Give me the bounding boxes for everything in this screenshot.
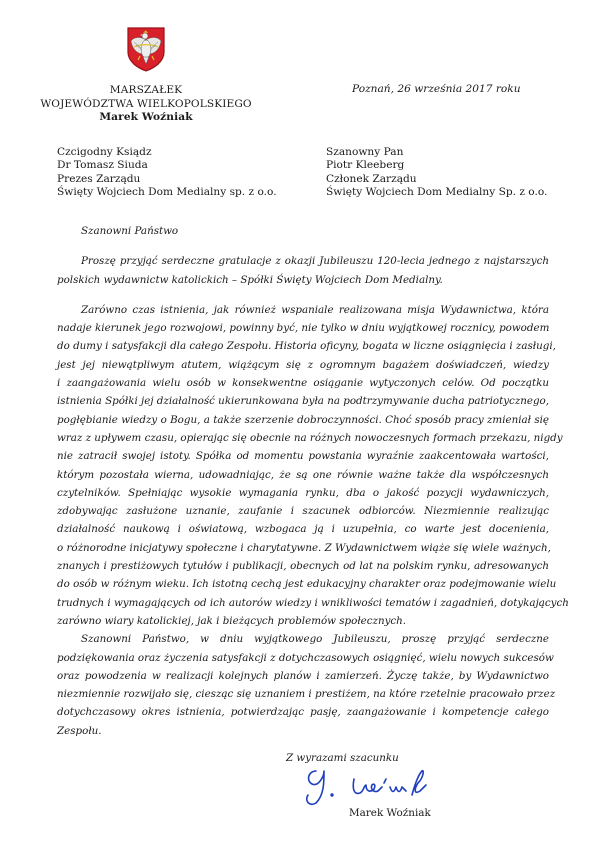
paragraph: [57, 301, 569, 630]
text-line: jest jej niewątpliwym atutem, wiążącym się z ogromnym bagażem doświadczeń, wiedzy: [57, 358, 549, 371]
recipient-left-line: Czcigodny Ksiądz: [57, 146, 152, 158]
text-line: do osób w różnym wieku. Ich istotną cechą jest edukacyjny charakter oraz podejmowanie wielu: [57, 578, 557, 591]
text-line: Zespołu.: [57, 724, 102, 737]
text-line: oraz powodzenia w realizacji kolejnych planów i zamierzeń. Życzę także, by Wydawnictwo: [57, 669, 549, 682]
text-line: wraz z upływem czasu, opierając się obecnie na różnych nowoczesnych formach przekazu, nigdy: [57, 431, 563, 444]
text-line: nadaje kierunek jego rozwojowi, powinny być, nie tylko w dniu wyjątkowej rocznicy, powodem: [57, 322, 550, 335]
recipient-left: [57, 146, 277, 200]
text-line: czytelników. Spełniając wysokie wymagania rynku, dba o jakość pozycji wydawniczych,: [57, 486, 549, 499]
text-line: Szanowni Państwo, w dniu wyjątkowego Jubileuszu, proszę przyjąć serdeczne: [81, 633, 549, 646]
text-line: którym pozostała wierna, udowadniając, że są one równie ważne także dla współczesnych: [57, 468, 549, 481]
recipient-left-line: Dr Tomasz Siuda: [57, 159, 148, 172]
letterhead: [40, 84, 252, 125]
text-line: znanych i prestiżowych tytułów i publikacji, obecnych od lat na polskim rynku, adresowanych: [57, 560, 549, 573]
recipient-right-line: Święty Wojciech Dom Medialny Sp. z o.o.: [326, 186, 548, 199]
coat-of-arms-icon: [126, 26, 166, 72]
recipient-left-line: Święty Wojciech Dom Medialny sp. z o.o.: [57, 186, 277, 199]
letterhead-name: Marek Woźniak: [99, 111, 193, 123]
text-line: zdobywając zasłużone uznanie, zaufanie i szacunek odbiorców. Niezmiennie realizując: [57, 505, 549, 518]
text-line: i zaangażowania wielu osób w konsekwentne osiąganie wytyczonych celów. Od początku: [57, 377, 549, 390]
text-line: pogłębianie wiedzy o Bogu, a także szerzenie dobroczynności. Choć sposób pracy zmieniał się: [57, 413, 549, 426]
salutation: Szanowni Państwo: [81, 225, 179, 237]
office-region: WOJEWÓDZTWA WIELKOPOLSKIEGO: [40, 97, 252, 110]
text-line: trudnych i wymagających od ich autorów wiedzy i wnikliwości tematów i zagadnień, dotykających: [57, 596, 569, 609]
text-line: Zarówno czas istnienia, jak również wspaniale realizowana misja Wydawnictwa, która: [81, 303, 549, 316]
text-line: niezmiennie rozwijało się, ciesząc się uznaniem i prestiżem, na które rzetelnie pracowało przez: [57, 688, 556, 701]
recipient-right-line: Członek Zarządu: [326, 172, 417, 185]
paragraph: [57, 630, 556, 740]
closing-phrase: Z wyrazami szacunku: [286, 752, 399, 764]
office-title: MARSZAŁEK: [109, 84, 183, 96]
recipient-right-line: Piotr Kleeberg: [326, 159, 405, 172]
text-line: Proszę przyjąć serdeczne gratulacje z okazji Jubileuszu 120-lecia jednego z najstarszych: [81, 255, 549, 268]
text-line: działalność naukową i oświatową, wzbogaca ją i uzupełnia, co warte jest docenienia,: [57, 523, 549, 536]
signer-name: Marek Woźniak: [349, 807, 431, 819]
letter-date: Poznań, 26 września 2017 roku: [352, 83, 521, 95]
text-line: nie zatracił swojej istoty. Spółka od momentu powstania wyraźnie zaakcentowała wartości,: [57, 450, 549, 463]
recipient-right-line: Szanowny Pan: [326, 146, 404, 158]
text-line: polskich wydawnictw katolickich – Spółki Święty Wojciech Dom Medialny.: [57, 273, 443, 286]
text-line: o różnorodne inicjatywy społeczne i charytatywne. Z Wydawnictwem wiąże się wiele ważnych,: [57, 541, 551, 554]
text-line: dotychczasowy okres istnienia, potwierdzając pasję, zaangażowanie i kompetencje całego: [57, 706, 549, 719]
handwritten-signature-icon: [302, 765, 442, 811]
text-line: zarówno wiary katolickiej, jak i bieżących problemów społecznych.: [57, 614, 407, 627]
letter-body: [57, 222, 569, 740]
recipient-right: [326, 146, 547, 200]
text-line: do dumy i satysfakcji dla całego Zespołu. Historia oficyny, bogata w liczne osiągnięcia i zasługi,: [57, 340, 556, 353]
text-line: istnienia Spółki jej działalność ukierunkowana była na podtrzymywanie ducha patriotycznego,: [57, 395, 550, 408]
paragraph: [57, 252, 549, 289]
recipient-left-line: Prezes Zarządu: [57, 172, 141, 185]
text-line: podziękowania oraz życzenia satysfakcji z dotychczasowych osiągnięć, wielu nowych sukcesów: [57, 651, 554, 664]
